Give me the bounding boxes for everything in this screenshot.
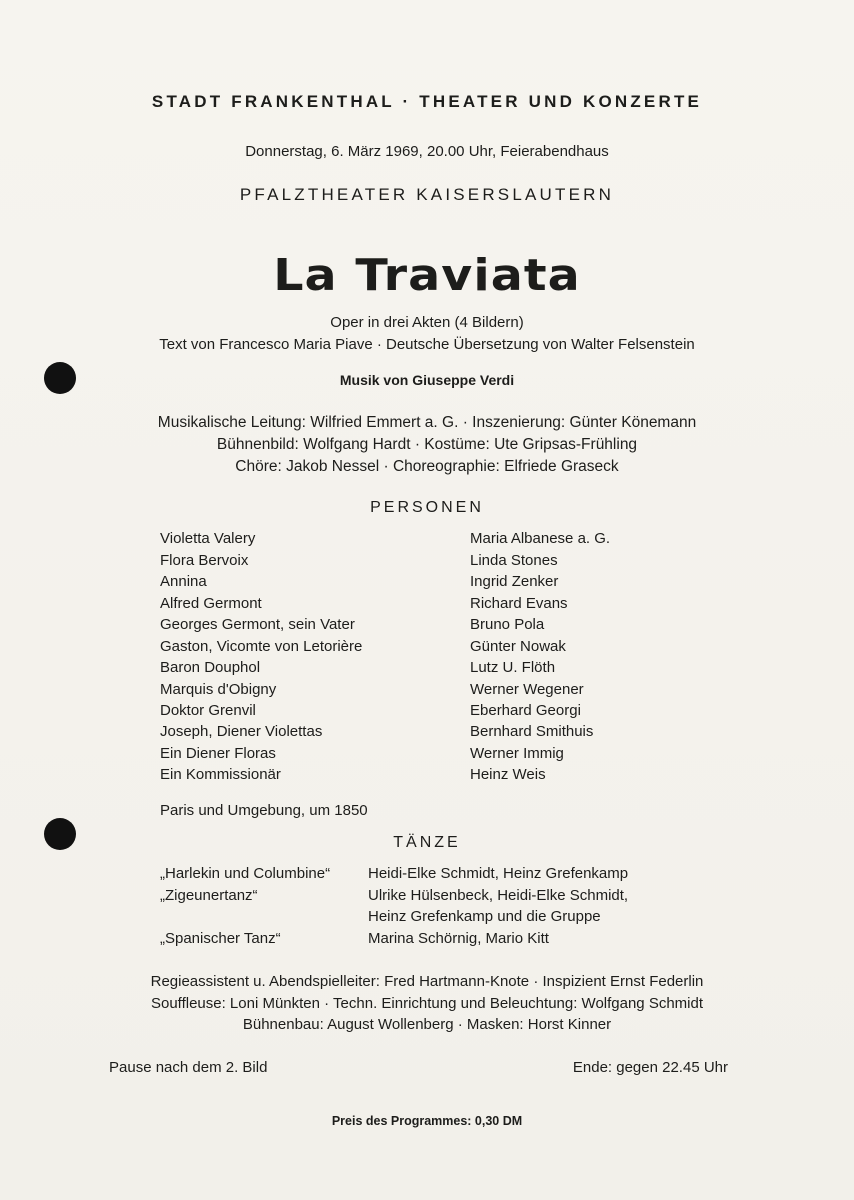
cast-role: Flora Bervoix [160,552,249,569]
opera-subtitle: Oper in drei Akten (4 Bildern) [330,314,524,331]
text-credit: Text von Francesco Maria Piave · Deutsche Übersetzung von Walter Felsenstein [159,336,695,353]
cast-singer: Werner Wegener [470,681,584,698]
cast-singer: Linda Stones [470,552,558,569]
cast-singer: Ingrid Zenker [470,573,559,590]
end-time: Ende: gegen 22.45 Uhr [572,1059,728,1076]
company-name: PFALZTHEATER KAISERSLAUTERN [239,185,615,204]
cast-role: Doktor Grenvil [160,702,256,719]
cast-role: Alfred Germont [160,595,262,612]
cast-singer: Lutz U. Flöth [470,659,556,676]
crew-line: Chöre: Jakob Nessel · Choreographie: Elfriede Graseck [235,458,619,475]
cast-role: Joseph, Diener Violettas [160,723,323,740]
date-line: Donnerstag, 6. März 1969, 20.00 Uhr, Feierabendhaus [245,143,609,160]
program-price: Preis des Programmes: 0,30 DM [331,1114,523,1128]
cast-singer: Bernhard Smithuis [470,723,594,740]
opera-title: La Traviata [273,250,581,301]
cast-role: Gaston, Vicomte von Letorière [160,638,363,655]
cast-role: Ein Diener Floras [160,745,276,762]
crew-line: Musikalische Leitung: Wilfried Emmert a. G. · Inszenierung: Günter Könemann [157,414,697,431]
cast-heading: PERSONEN [370,499,484,516]
dance-performers: Marina Schörnig, Mario Kitt [368,930,549,947]
cast-role: Marquis d'Obigny [160,681,277,698]
staff-line: Regieassistent u. Abendspielleiter: Fred Hartmann-Knote · Inspizient Ernst Federlin [150,973,704,990]
dance-title: „Harlekin und Columbine“ [160,865,331,882]
cast-singer: Günter Nowak [470,638,566,655]
crew-line: Bühnenbild: Wolfgang Hardt · Kostüme: Ute Gripsas-Frühling [216,436,638,453]
organizer-heading: STADT FRANKENTHAL · THEATER UND KONZERTE [151,92,703,111]
cast-role: Annina [160,573,207,590]
cast-singer: Maria Albanese a. G. [470,530,611,547]
dance-title: „Spanischer Tanz“ [160,930,281,947]
dance-performers: Heidi-Elke Schmidt, Heinz Grefenkamp [368,865,629,882]
cast-role: Baron Douphol [160,659,261,676]
dance-title: „Zigeunertanz“ [160,887,258,904]
cast-role: Violetta Valery [160,530,256,547]
dances-heading: TÄNZE [393,834,461,851]
cast-singer: Bruno Pola [470,616,545,633]
intermission-note: Pause nach dem 2. Bild [109,1059,268,1076]
cast-singer: Eberhard Georgi [470,702,581,719]
music-credit: Musik von Giuseppe Verdi [339,372,515,388]
setting-line: Paris und Umgebung, um 1850 [160,802,368,819]
dance-performers: Heinz Grefenkamp und die Gruppe [368,908,601,925]
cast-role: Ein Kommissionär [160,766,281,783]
cast-singer: Werner Immig [470,745,564,762]
staff-line: Souffleuse: Loni Münkten · Techn. Einrichtung und Beleuchtung: Wolfgang Schmidt [150,995,704,1012]
staff-line: Bühnenbau: August Wollenberg · Masken: Horst Kinner [242,1016,612,1033]
dance-performers: Ulrike Hülsenbeck, Heidi-Elke Schmidt, [368,887,629,904]
cast-singer: Richard Evans [470,595,568,612]
cast-role: Georges Germont, sein Vater [160,616,355,633]
cast-singer: Heinz Weis [470,766,546,783]
